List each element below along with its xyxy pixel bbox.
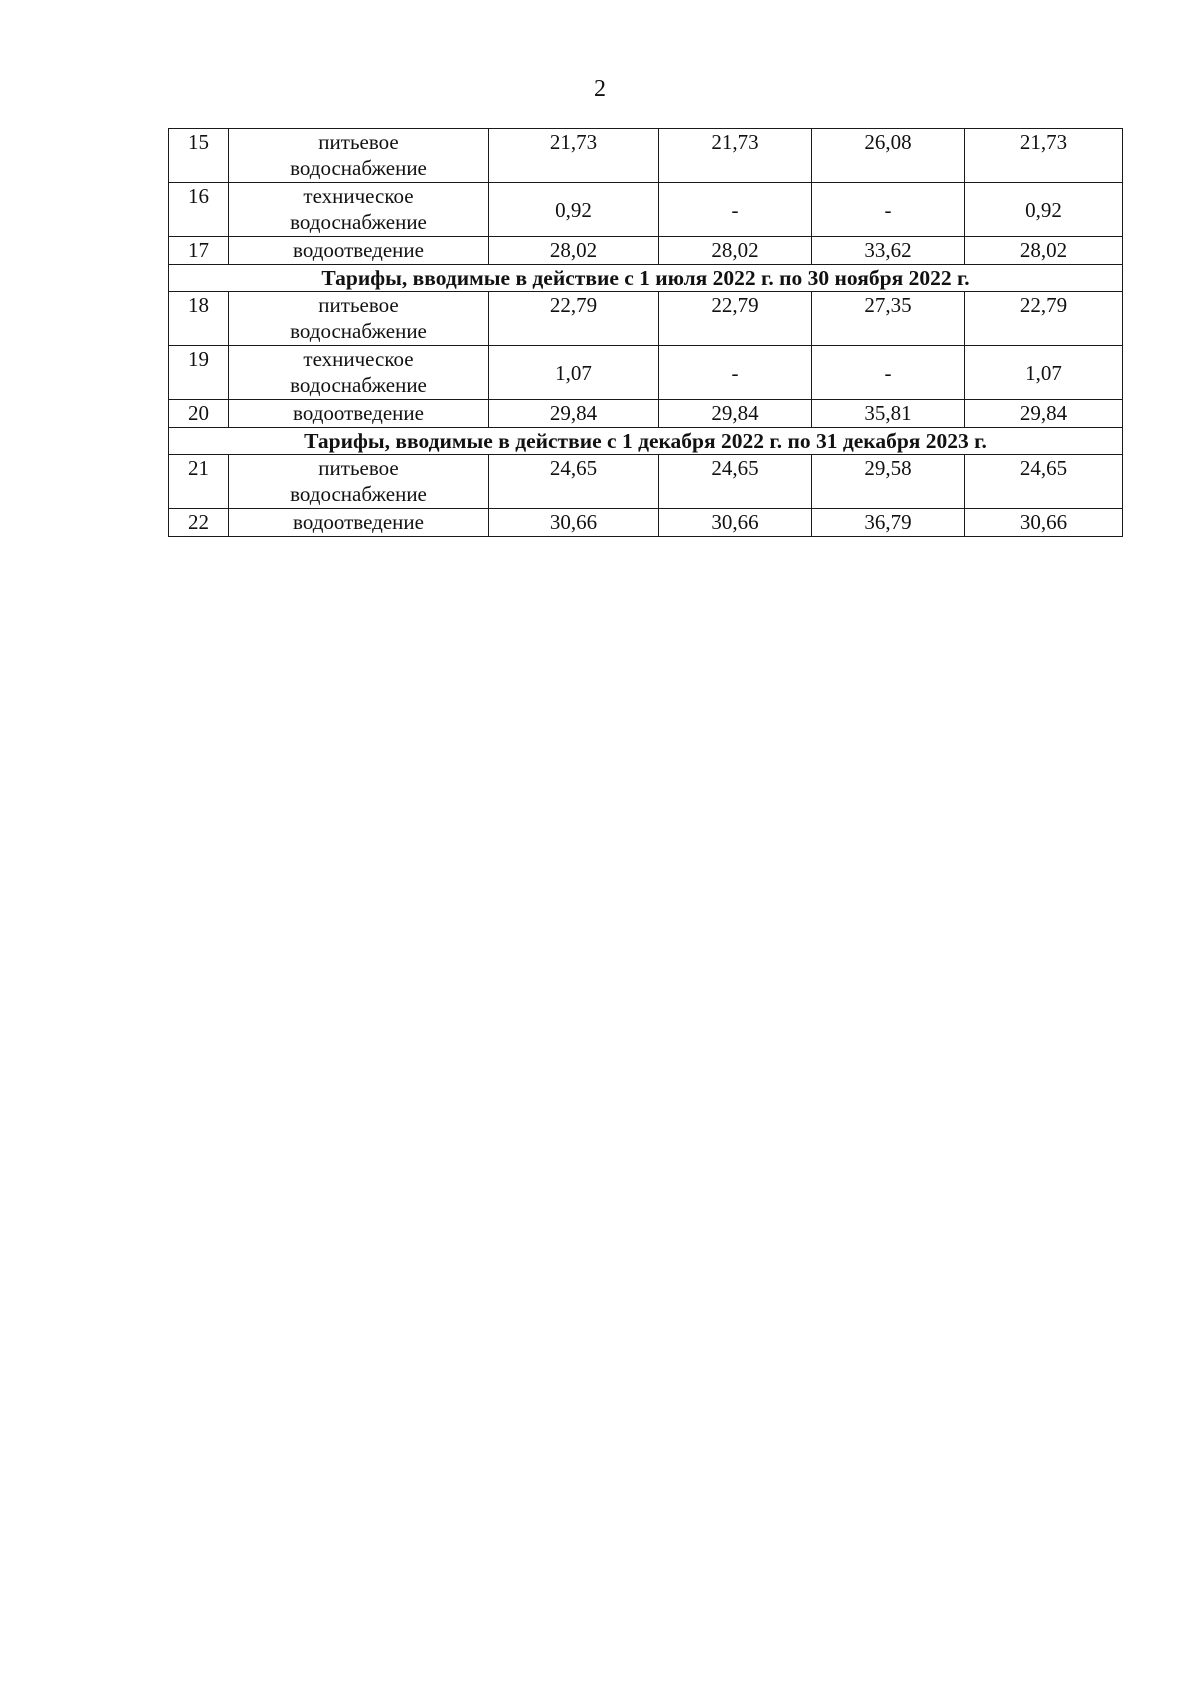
- service-line: питьевое: [318, 293, 399, 317]
- tariff-value: 1,07: [965, 346, 1123, 400]
- row-number: 20: [169, 400, 229, 428]
- tariff-value: 21,73: [965, 129, 1123, 183]
- service-line: водоотведение: [293, 401, 424, 425]
- tariff-value: 1,07: [489, 346, 659, 400]
- section-heading: Тарифы, вводимые в действие с 1 декабря 2022 г. по 31 декабря 2023 г.: [169, 428, 1123, 455]
- service-line: питьевое: [318, 130, 399, 154]
- service-line: водоснабжение: [290, 482, 427, 506]
- service-name: [229, 509, 489, 537]
- service-name: [229, 292, 489, 346]
- tariff-value: -: [812, 346, 965, 400]
- row-number: 18: [169, 292, 229, 346]
- tariff-value: 27,35: [812, 292, 965, 346]
- tariff-value: 24,65: [965, 455, 1123, 509]
- tariff-value: 22,79: [659, 292, 812, 346]
- service-line: водоотведение: [293, 510, 424, 534]
- tariff-value: 22,79: [489, 292, 659, 346]
- table-row: [169, 237, 1123, 265]
- tariff-value: 29,84: [489, 400, 659, 428]
- tariff-value: 30,66: [659, 509, 812, 537]
- row-number: 22: [169, 509, 229, 537]
- service-name: [229, 183, 489, 237]
- tariff-value: -: [659, 346, 812, 400]
- section-heading-row: [169, 428, 1123, 455]
- section-heading-row: [169, 265, 1123, 292]
- service-name: [229, 346, 489, 400]
- service-line: питьевое: [318, 456, 399, 480]
- service-line: водоснабжение: [290, 210, 427, 234]
- tariff-value: 28,02: [659, 237, 812, 265]
- tariff-value: 22,79: [965, 292, 1123, 346]
- page-number: 2: [594, 76, 606, 102]
- row-number: 15: [169, 129, 229, 183]
- tariff-value: 30,66: [489, 509, 659, 537]
- table-row: [169, 346, 1123, 400]
- row-number: 21: [169, 455, 229, 509]
- tariff-value: -: [659, 183, 812, 237]
- section-heading: Тарифы, вводимые в действие с 1 июля 2022 г. по 30 ноября 2022 г.: [169, 265, 1123, 292]
- service-line: водоснабжение: [290, 319, 427, 343]
- tariff-value: 35,81: [812, 400, 965, 428]
- tariff-value: 0,92: [489, 183, 659, 237]
- tariff-value: 28,02: [965, 237, 1123, 265]
- service-line: техническое: [303, 347, 414, 371]
- tariff-value: 0,92: [965, 183, 1123, 237]
- tariff-value: 33,62: [812, 237, 965, 265]
- table-row: [169, 400, 1123, 428]
- service-line: водоснабжение: [290, 156, 427, 180]
- table-row: [169, 183, 1123, 237]
- tariff-value: 29,84: [659, 400, 812, 428]
- service-name: [229, 400, 489, 428]
- row-number: 16: [169, 183, 229, 237]
- table-row: [169, 292, 1123, 346]
- service-line: водоотведение: [293, 238, 424, 262]
- tariff-value: 29,84: [965, 400, 1123, 428]
- table-row: [169, 509, 1123, 537]
- tariff-value: 24,65: [659, 455, 812, 509]
- tariff-value: 36,79: [812, 509, 965, 537]
- table-row: [169, 455, 1123, 509]
- tariff-value: -: [812, 183, 965, 237]
- service-line: техническое: [303, 184, 414, 208]
- row-number: 17: [169, 237, 229, 265]
- tariff-value: 26,08: [812, 129, 965, 183]
- tariff-value: 30,66: [965, 509, 1123, 537]
- service-line: водоснабжение: [290, 373, 427, 397]
- service-name: [229, 237, 489, 265]
- table-row: [169, 129, 1123, 183]
- tariff-value: 29,58: [812, 455, 965, 509]
- service-name: [229, 455, 489, 509]
- tariff-value: 24,65: [489, 455, 659, 509]
- tariff-table: [168, 128, 1123, 537]
- tariff-value: 21,73: [489, 129, 659, 183]
- tariff-value: 28,02: [489, 237, 659, 265]
- service-name: [229, 129, 489, 183]
- row-number: 19: [169, 346, 229, 400]
- tariff-value: 21,73: [659, 129, 812, 183]
